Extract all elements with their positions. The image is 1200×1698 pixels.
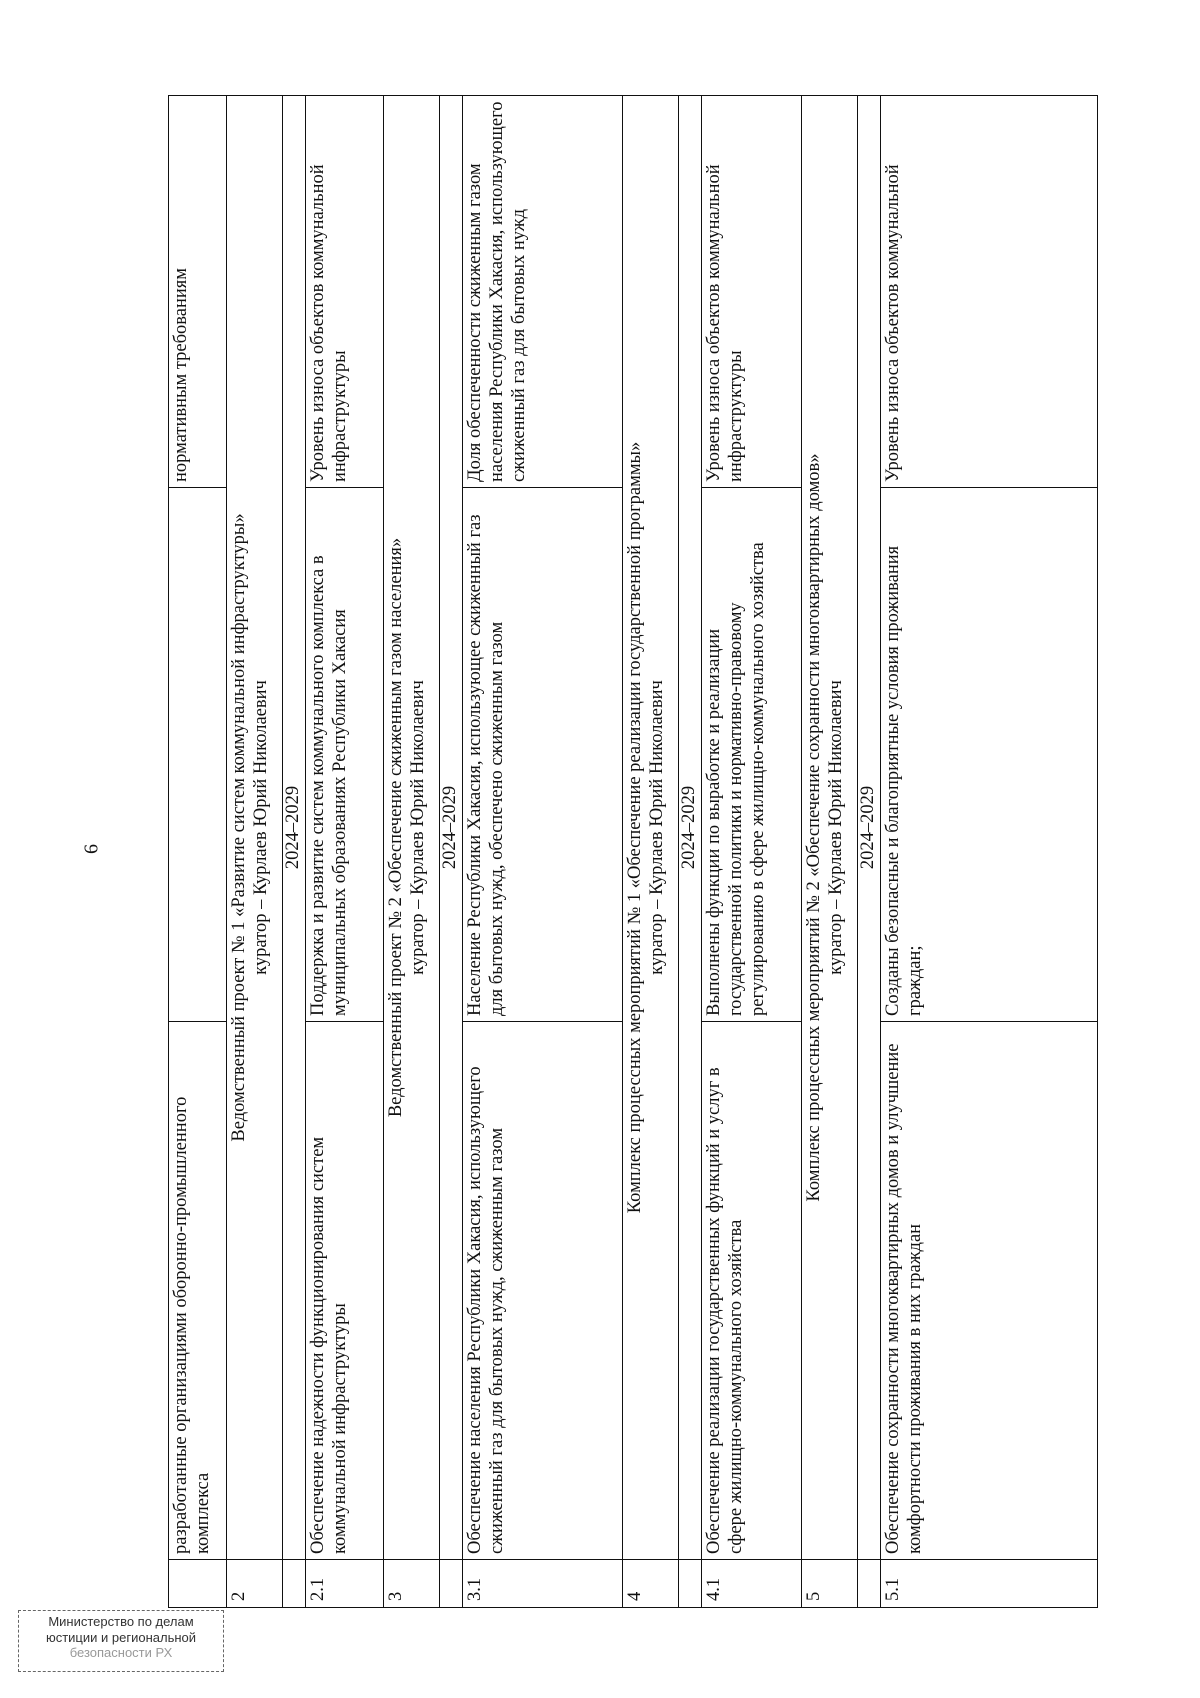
table-row: [702, 96, 802, 1608]
table-cell-indicator: Уровень износа объектов коммунальной инфраструктуры: [306, 96, 384, 488]
section-title-cell: [802, 96, 858, 1560]
table-row-years: [858, 96, 881, 1608]
table-row-years: [283, 96, 306, 1608]
section-curator: куратор – Курлаев Юрий Николаевич: [646, 680, 667, 975]
section-curator: куратор – Курлаев Юрий Николаевич: [825, 680, 846, 975]
table-row-years: [440, 96, 463, 1608]
table-row-section: [802, 96, 858, 1608]
stamp-line-1: Министерство по делам: [48, 1614, 194, 1629]
section-title: Комплекс процессных мероприятий № 2 «Обеспечение сохранности многоквартирных домов»: [804, 453, 824, 1202]
program-structure-table: [168, 95, 1098, 1608]
table-cell-effect: Созданы безопасные и благоприятные условия проживания граждан;: [881, 488, 1098, 1022]
page-number: 6: [80, 844, 103, 854]
table-row-section: [384, 96, 440, 1608]
table-row-continuation: [169, 96, 227, 1608]
section-years: 2024–2029: [440, 96, 463, 1560]
section-title: Ведомственный проект № 1 «Развитие систем коммунальной инфраструктуры»: [229, 513, 249, 1142]
row-number: 5.1: [881, 1560, 1098, 1608]
table-cell-indicator: нормативным требованиям: [169, 96, 227, 488]
table-row: [306, 96, 384, 1608]
table-cell-effect: Население Республики Хакасия, использующее сжиженный газ для бытовых нужд, обеспечено сжиженным газом: [463, 488, 623, 1022]
rotated-page-content: [168, 96, 1098, 1608]
table-cell-task: разработанные организациями оборонно-промышленного комплекса: [169, 1022, 227, 1560]
registry-stamp: [18, 1610, 224, 1672]
section-title: Комплекс процессных мероприятий № 1 «Обеспечение реализации государственной программы»: [625, 441, 645, 1214]
section-title-cell: [384, 96, 440, 1560]
table-cell-task: Обеспечение надежности функционирования систем коммунальной инфраструктуры: [306, 1022, 384, 1560]
table-cell-effect: Поддержка и развитие систем коммунального комплекса в муниципальных образованиях Республики Хакасия: [306, 488, 384, 1022]
row-number: 2.1: [306, 1560, 384, 1608]
row-number: 3.1: [463, 1560, 623, 1608]
table-row-section: [227, 96, 283, 1608]
table-cell-task: Обеспечение сохранности многоквартирных домов и улучшение комфортности проживания в них граждан: [881, 1022, 1098, 1560]
section-title: Ведомственный проект № 2 «Обеспечение сжиженным газом населения»: [386, 537, 406, 1118]
table-row: [881, 96, 1098, 1608]
table-cell-indicator: Доля обеспеченности сжиженным газом населения Республики Хакасия, использующего сжиженный газ для бытовых нужд: [463, 96, 623, 488]
stamp-line-2: юстиции и региональной: [45, 1629, 197, 1645]
section-years: 2024–2029: [283, 96, 306, 1560]
section-years: 2024–2029: [679, 96, 702, 1560]
section-years: 2024–2029: [858, 96, 881, 1560]
row-number: 3: [384, 1560, 440, 1608]
table-row-years: [679, 96, 702, 1608]
table-row-section: [623, 96, 679, 1608]
row-number: 5: [802, 1560, 858, 1608]
section-title-cell: [623, 96, 679, 1560]
table-cell-effect: [169, 488, 227, 1022]
table-row: [463, 96, 623, 1608]
section-title-cell: [227, 96, 283, 1560]
table-cell-indicator: Уровень износа объектов коммунальной инфраструктуры: [702, 96, 802, 488]
table-cell-task: Обеспечение населения Республики Хакасия, использующего сжиженный газ для бытовых нужд, сжиженным газом: [463, 1022, 623, 1560]
table-cell-effect: Выполнены функции по выработке и реализации государственной политики и нормативно-правовому регулированию в сфере жилищно-коммунального хозяйства: [702, 488, 802, 1022]
section-curator: куратор – Курлаев Юрий Николаевич: [407, 680, 428, 975]
row-number: 4: [623, 1560, 679, 1608]
table-cell-task: Обеспечение реализации государственных функций и услуг в сфере жилищно-коммунального хозяйства: [702, 1022, 802, 1560]
section-curator: куратор – Курлаев Юрий Николаевич: [250, 680, 271, 975]
row-number: 4.1: [702, 1560, 802, 1608]
table-cell-num: [169, 1560, 227, 1608]
row-number: 2: [227, 1560, 283, 1608]
table-cell-indicator: Уровень износа объектов коммунальной: [881, 96, 1098, 488]
stamp-line-3: безопасности РХ: [69, 1645, 173, 1661]
